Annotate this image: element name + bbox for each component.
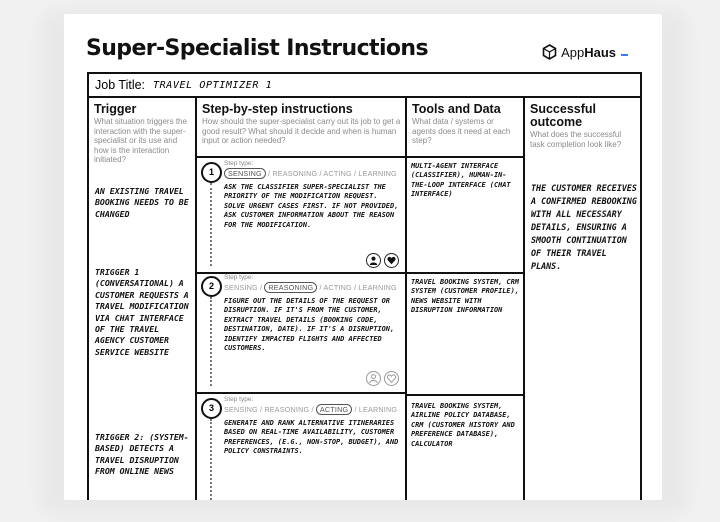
mode-learning[interactable]: LEARNING bbox=[358, 169, 397, 178]
document-card bbox=[64, 14, 662, 500]
mode-sensing[interactable]: SENSING bbox=[224, 283, 258, 292]
step-instruction: ASK THE CLASSIFIER SUPER-SPECIALIST THE PRIORITY OF THE MODIFICATION REQUEST. SOLVE URGENT CASES FIRST. IF NOT PROVIDED, ASK CUSTOMER INFORMATION ABOUT THE REASON FOR THE MODIFICATION. bbox=[224, 183, 399, 229]
tools-entry[interactable]: TRAVEL BOOKING SYSTEM, CRM SYSTEM (CUSTOMER PROFILE), NEWS WEBSITE WITH DISRUPTION INFORMATION bbox=[411, 278, 519, 315]
logo-prefix: App bbox=[561, 44, 585, 60]
step-icons bbox=[366, 371, 399, 386]
cube-icon bbox=[542, 44, 557, 60]
tools-heading: Tools and Data bbox=[412, 102, 501, 116]
step-number: 3 bbox=[201, 398, 222, 419]
row-divider bbox=[407, 272, 523, 274]
logo-text bbox=[561, 45, 616, 60]
job-title-value[interactable]: TRAVEL OPTIMIZER 1 bbox=[153, 79, 273, 91]
tools-entry[interactable]: TRAVEL BOOKING SYSTEM, AIRLINE POLICY DATABASE, CRM (CUSTOMER HISTORY AND PREFERENCE DATABASE), CALCULATOR bbox=[411, 402, 515, 448]
logo-accent bbox=[621, 54, 628, 56]
person-icon[interactable] bbox=[366, 253, 381, 268]
outcome-text[interactable]: THE CUSTOMER RECEIVES A CONFIRMED REBOOKING WITH ALL NECESSARY DETAILS, ENSURING A SMOOTH CONTINUATION OF THEIR TRAVEL PLANS. bbox=[531, 183, 637, 271]
step-type-label: Step type: bbox=[224, 160, 254, 167]
mode-sensing[interactable]: SENSING bbox=[224, 405, 258, 414]
person-icon[interactable] bbox=[366, 371, 381, 386]
outcome-column bbox=[525, 98, 640, 500]
outcome-heading: Successful outcome bbox=[530, 102, 597, 129]
row-divider bbox=[407, 156, 523, 158]
job-title-label: Job Title: bbox=[95, 78, 146, 92]
step-connector bbox=[210, 419, 212, 500]
row-divider bbox=[407, 394, 523, 396]
trigger-subtitle: What situation triggers the interaction with the super-specialist or its use and how is the interaction initiated? bbox=[94, 117, 187, 165]
step-card[interactable] bbox=[197, 272, 405, 394]
step-instruction: FIGURE OUT THE DETAILS OF THE REQUEST OR DISRUPTION. IF IT'S FROM THE CUSTOMER, EXTRACT TRAVEL DETAILS (BOOKING CODE, DESTINATION, DATE). IF IT'S A DISRUPTION, IDENTIFY IMPACTED FLIGHTS AND AFFECTED CUSTOMERS. bbox=[224, 297, 395, 353]
document-title: Super-Specialist Instructions bbox=[86, 36, 428, 61]
steps-column bbox=[197, 98, 407, 500]
mode-acting[interactable]: ACTING bbox=[316, 404, 352, 415]
mode-acting[interactable]: ACTING bbox=[323, 283, 352, 292]
step-connector bbox=[210, 297, 212, 386]
heart-icon[interactable] bbox=[384, 253, 399, 268]
mode-reasoning[interactable]: REASONING bbox=[264, 282, 317, 293]
mode-learning[interactable]: LEARNING bbox=[358, 405, 398, 414]
mode-reasoning[interactable]: REASONING bbox=[264, 405, 310, 414]
step-mode-selector: SENSING / REASONING / ACTING / LEARNING bbox=[224, 405, 398, 414]
step-card[interactable] bbox=[197, 156, 405, 274]
step-card[interactable] bbox=[197, 394, 405, 500]
mode-acting[interactable]: ACTING bbox=[323, 169, 352, 178]
step-connector bbox=[210, 183, 212, 266]
step-number: 2 bbox=[201, 276, 222, 297]
step-icons bbox=[366, 253, 399, 268]
mode-sensing[interactable]: SENSING bbox=[224, 168, 266, 179]
step-number: 1 bbox=[201, 162, 222, 183]
trigger-heading: Trigger bbox=[94, 102, 137, 116]
trigger-item[interactable]: AN EXISTING TRAVEL BOOKING NEEDS TO BE CHANGED bbox=[95, 186, 189, 219]
steps-subtitle: How should the super-specialist carry out its job to get a good result? What should it decide and when is human input or action needed? bbox=[202, 117, 401, 146]
tools-column bbox=[407, 98, 525, 500]
tools-entry[interactable]: MULTI-AGENT INTERFACE (CLASSIFIER), HUMAN-IN-THE-LOOP INTERFACE (CHAT INTERFACE) bbox=[411, 162, 511, 199]
logo-suffix: Haus bbox=[584, 44, 616, 60]
step-mode-selector: SENSING / REASONING / ACTING / LEARNING bbox=[224, 283, 397, 292]
steps-heading: Step-by-step instructions bbox=[202, 102, 353, 116]
step-instruction: GENERATE AND RANK ALTERNATIVE ITINERARIES BASED ON REAL-TIME AVAILABILITY, CUSTOMER PREFERENCES, (E.G., NON-STOP, BUDGET), AND POLICY CONSTRAINTS. bbox=[224, 419, 399, 456]
step-type-label: Step type: bbox=[224, 396, 254, 403]
trigger-column bbox=[89, 98, 197, 500]
heart-icon[interactable] bbox=[384, 371, 399, 386]
apphaus-logo[interactable] bbox=[542, 44, 628, 60]
trigger-item[interactable]: TRIGGER 2: (SYSTEM-BASED) DETECTS A TRAVEL DISRUPTION FROM ONLINE NEWS bbox=[95, 432, 189, 477]
mode-reasoning[interactable]: REASONING bbox=[272, 169, 318, 178]
canvas-frame bbox=[87, 72, 642, 500]
step-type-label: Step type: bbox=[224, 274, 254, 281]
outcome-subtitle: What does the successful task completion look like? bbox=[530, 130, 622, 149]
tools-subtitle: What data / systems or agents does it need at each step? bbox=[412, 117, 511, 146]
mode-learning[interactable]: LEARNING bbox=[358, 283, 397, 292]
trigger-item[interactable]: TRIGGER 1 (CONVERSATIONAL) A CUSTOMER REQUESTS A TRAVEL MODIFICATION VIA CHAT INTERFACE OF THE TRAVEL AGENCY CUSTOMER SERVICE WEBSITE bbox=[95, 267, 189, 357]
job-title-bar bbox=[89, 74, 640, 98]
step-mode-selector: SENSING / REASONING / ACTING / LEARNING bbox=[224, 169, 397, 178]
